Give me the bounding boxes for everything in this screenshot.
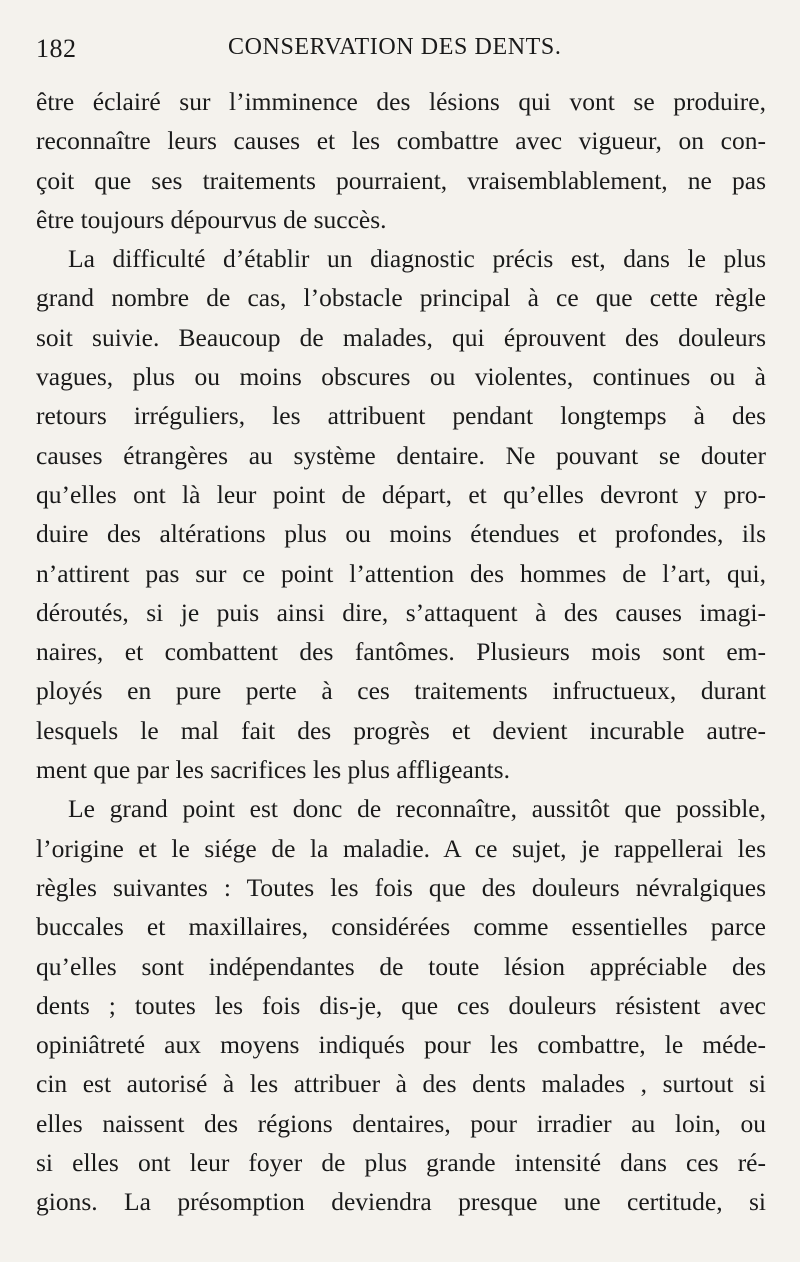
text-line: elles naissent des régions dentaires, pour irradier au loin, ou bbox=[36, 1108, 766, 1138]
book-page bbox=[36, 0, 766, 1262]
text-line: retours irréguliers, les attribuent pendant longtemps à des bbox=[36, 401, 766, 431]
paragraph-1 bbox=[36, 82, 766, 239]
text-line: duire des altérations plus ou moins étendues et profondes, ils bbox=[36, 519, 766, 549]
text-line: règles suivantes : Toutes les fois que des douleurs névralgiques bbox=[36, 872, 766, 902]
text-line: gions. La présomption deviendra presque une certitude, si bbox=[36, 1187, 766, 1217]
page-number: 182 bbox=[36, 34, 77, 63]
text-line: La difficulté d’établir un diagnostic précis est, dans le plus bbox=[68, 244, 766, 274]
text-line: l’origine et le siége de la maladie. A ce sujet, je rappellerai les bbox=[36, 833, 766, 863]
text-line: Le grand point est donc de reconnaître, aussitôt que possible, bbox=[68, 794, 766, 824]
text-line: çoit que ses traitements pourraient, vraisemblablement, ne pas bbox=[36, 165, 766, 195]
running-head bbox=[36, 34, 766, 74]
text-line: reconnaître leurs causes et les combattre avec vigueur, on con- bbox=[36, 126, 766, 156]
text-line: déroutés, si je puis ainsi dire, s’attaquent à des causes imagi- bbox=[36, 597, 766, 627]
text-line: qu’elles sont indépendantes de toute lésion appréciable des bbox=[36, 951, 766, 981]
paragraph-3 bbox=[36, 789, 766, 1221]
text-line: cin est autorisé à les attribuer à des dents malades , surtout si bbox=[36, 1069, 766, 1099]
text-line: n’attirent pas sur ce point l’attention des hommes de l’art, qui, bbox=[36, 558, 766, 588]
text-line: lesquels le mal fait des progrès et devient incurable autre- bbox=[36, 715, 766, 745]
text-line: opiniâtreté aux moyens indiqués pour les combattre, le méde- bbox=[36, 1030, 766, 1060]
text-line: qu’elles ont là leur point de départ, et qu’elles devront y pro- bbox=[36, 479, 766, 509]
text-line: dents ; toutes les fois dis-je, que ces douleurs résistent avec bbox=[36, 990, 766, 1020]
text-line: grand nombre de cas, l’obstacle principal à ce que cette règle bbox=[36, 283, 766, 313]
text-line: soit suivie. Beaucoup de malades, qui éprouvent des douleurs bbox=[36, 322, 766, 352]
paragraph-2 bbox=[36, 239, 766, 789]
text-line: ployés en pure perte à ces traitements infructueux, durant bbox=[36, 676, 766, 706]
text-line: causes étrangères au système dentaire. Ne pouvant se douter bbox=[36, 440, 766, 470]
text-line: ment que par les sacrifices les plus affligeants. bbox=[36, 755, 510, 785]
text-line: être toujours dépourvus de succès. bbox=[36, 204, 387, 234]
text-line: naires, et combattent des fantômes. Plusieurs mois sont em- bbox=[36, 637, 766, 667]
text-line: buccales et maxillaires, considérées comme essentielles parce bbox=[36, 912, 766, 942]
body-text bbox=[36, 82, 766, 1222]
running-title: CONSERVATION DES DENTS. bbox=[228, 34, 562, 60]
text-line: être éclairé sur l’imminence des lésions qui vont se produire, bbox=[36, 87, 766, 116]
text-line: si elles ont leur foyer de plus grande intensité dans ces ré- bbox=[36, 1148, 766, 1178]
text-line: vagues, plus ou moins obscures ou violentes, continues ou à bbox=[36, 362, 766, 392]
